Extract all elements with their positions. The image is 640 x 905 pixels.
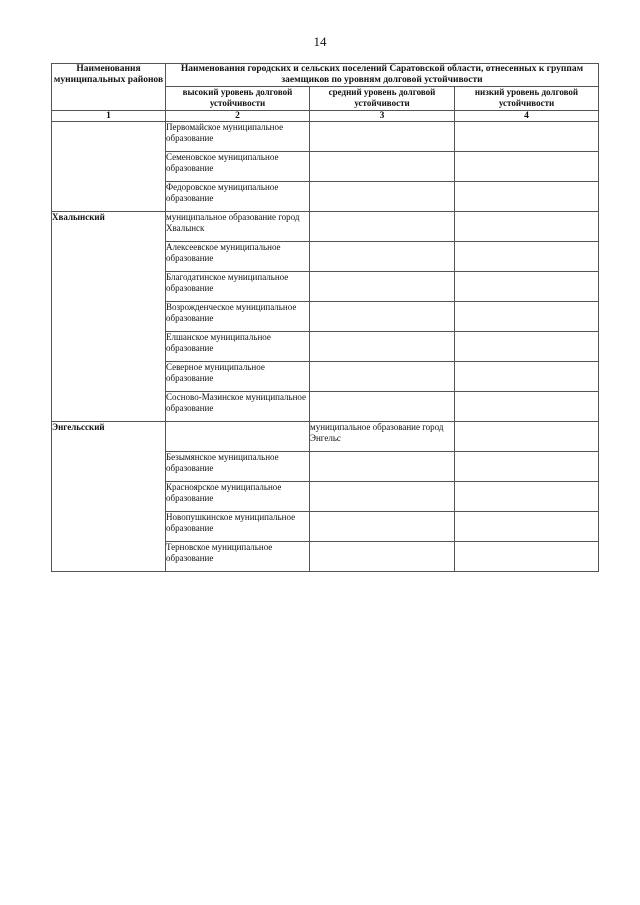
cell-high-level: Первомайское муниципальное образование [166, 122, 310, 152]
column-number: 2 [166, 111, 310, 122]
cell-low-level [455, 302, 599, 332]
cell-medium-level [310, 152, 455, 182]
cell-low-level [455, 152, 599, 182]
cell-medium-level: муниципальное образование город Энгельс [310, 422, 455, 452]
cell-medium-level [310, 212, 455, 242]
cell-medium-level [310, 182, 455, 212]
cell-low-level [455, 332, 599, 362]
cell-medium-level [310, 302, 455, 332]
cell-high-level: муниципальное образование город Хвалынск [166, 212, 310, 242]
cell-medium-level [310, 542, 455, 572]
table-row [52, 422, 599, 452]
cell-medium-level [310, 332, 455, 362]
cell-high-level: Федоровское муниципальное образование [166, 182, 310, 212]
cell-high-level: Елшанское муниципальное образование [166, 332, 310, 362]
cell-high-level: Благодатинское муниципальное образование [166, 272, 310, 302]
district-name [52, 122, 166, 212]
page-number: 14 [313, 34, 327, 49]
cell-medium-level [310, 272, 455, 302]
cell-medium-level [310, 482, 455, 512]
cell-low-level [455, 542, 599, 572]
header-settlements-group: Наименования городских и сельских поселений Саратовской области, отнесенных к группам заемщиков по уровням долговой устойчивости [166, 64, 599, 87]
header-low-level: низкий уровень долговой устойчивости [455, 87, 599, 111]
cell-medium-level [310, 512, 455, 542]
column-number: 3 [310, 111, 455, 122]
district-name: Энгельсский [52, 422, 166, 572]
cell-low-level [455, 452, 599, 482]
table-row [52, 122, 599, 152]
cell-low-level [455, 212, 599, 242]
cell-medium-level [310, 392, 455, 422]
table-header [52, 64, 599, 122]
cell-high-level: Новопушкинское муниципальное образование [166, 512, 310, 542]
cell-high-level: Возрожденческое муниципальное образование [166, 302, 310, 332]
column-number: 1 [52, 111, 166, 122]
cell-low-level [455, 392, 599, 422]
cell-low-level [455, 182, 599, 212]
cell-high-level: Северное муниципальное образование [166, 362, 310, 392]
cell-low-level [455, 272, 599, 302]
header-high-level: высокий уровень долговой устойчивости [166, 87, 310, 111]
table-row [52, 212, 599, 242]
cell-high-level: Сосново-Мазинское муниципальное образование [166, 392, 310, 422]
district-name: Хвалынский [52, 212, 166, 422]
cell-high-level: Терновское муниципальное образование [166, 542, 310, 572]
cell-medium-level [310, 242, 455, 272]
column-numbers-row [52, 111, 599, 122]
table-body [52, 122, 599, 572]
header-medium-level: средний уровень долговой устойчивости [310, 87, 455, 111]
cell-high-level: Алексеевское муниципальное образование [166, 242, 310, 272]
cell-low-level [455, 422, 599, 452]
cell-high-level: Безымянское муниципальное образование [166, 452, 310, 482]
cell-high-level: Красноярское муниципальное образование [166, 482, 310, 512]
cell-high-level [166, 422, 310, 452]
cell-medium-level [310, 452, 455, 482]
cell-medium-level [310, 122, 455, 152]
header-municipal-districts: Наименования муниципальных районов [52, 64, 166, 111]
column-number: 4 [455, 111, 599, 122]
cell-low-level [455, 482, 599, 512]
cell-low-level [455, 512, 599, 542]
cell-high-level: Семеновское муниципальное образование [166, 152, 310, 182]
cell-low-level [455, 362, 599, 392]
cell-low-level [455, 122, 599, 152]
debt-stability-table [51, 63, 599, 572]
cell-low-level [455, 242, 599, 272]
cell-medium-level [310, 362, 455, 392]
